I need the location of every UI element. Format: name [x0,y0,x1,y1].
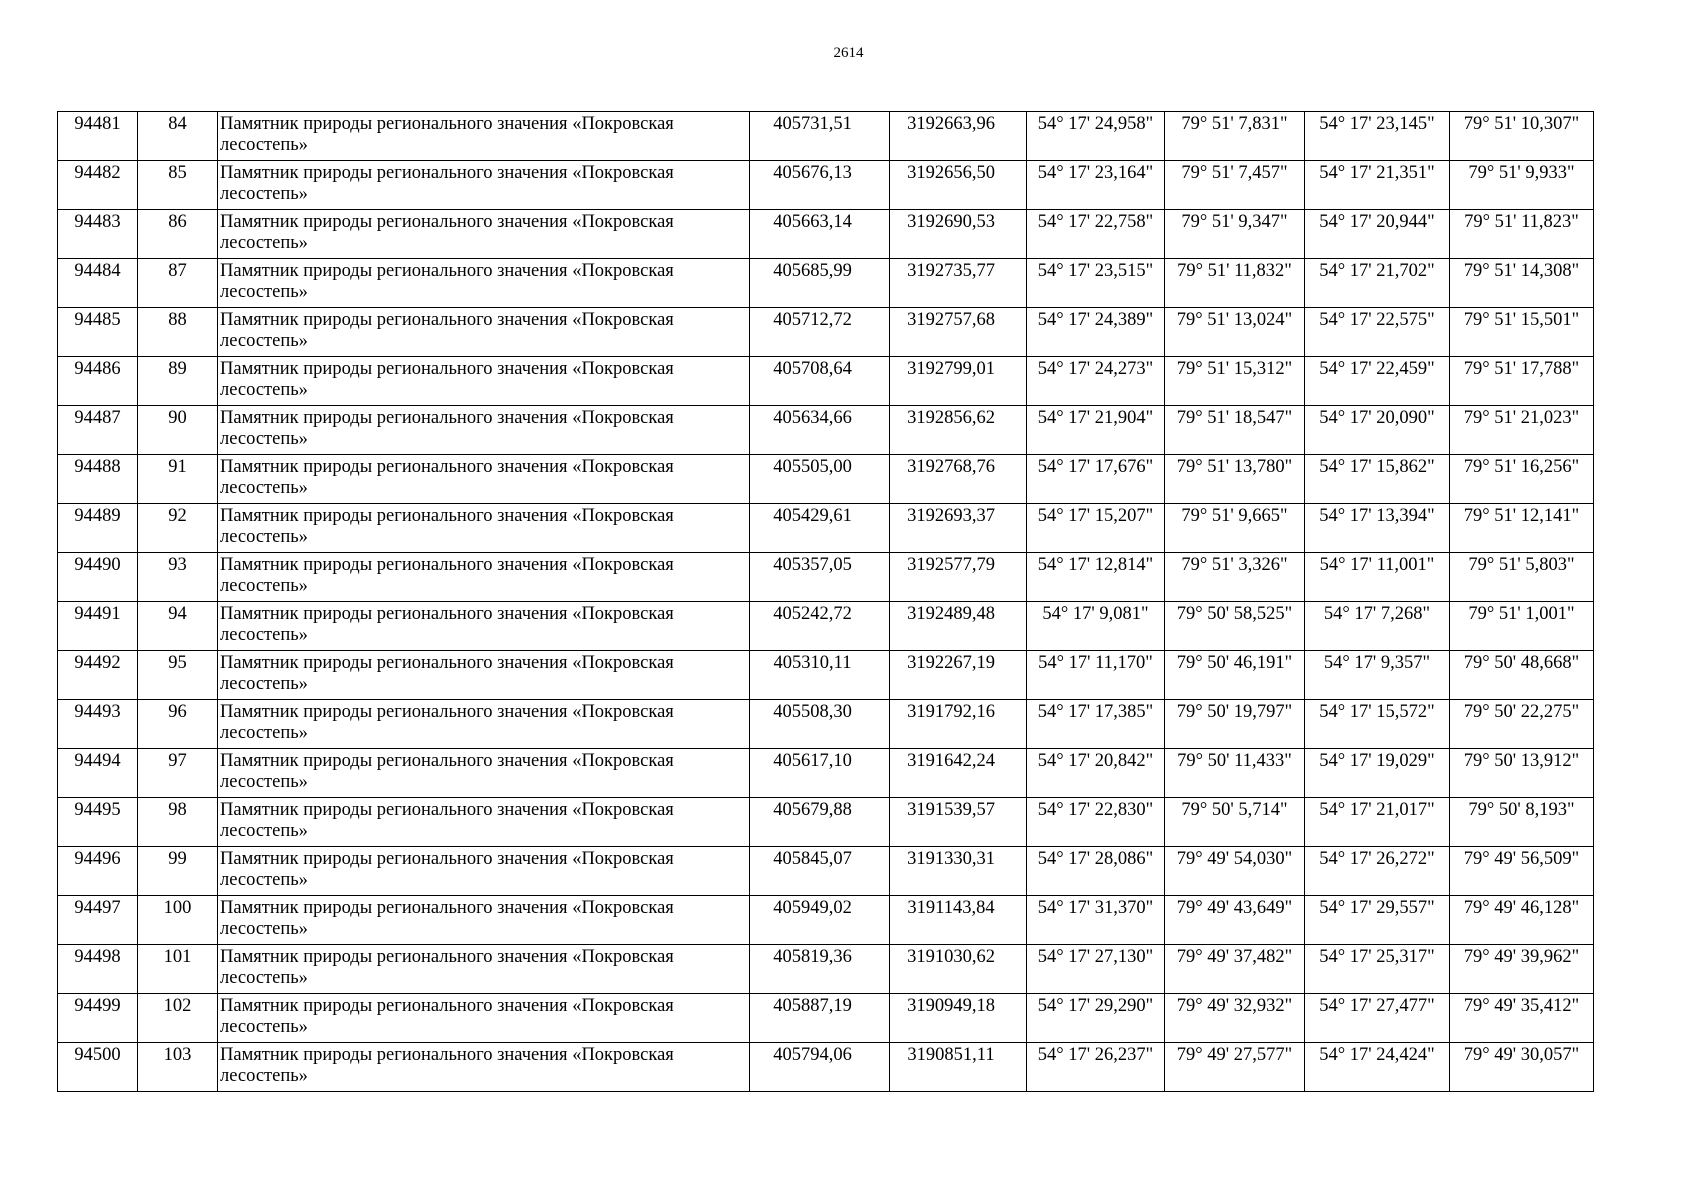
object-name-cell: Памятник природы регионального значения «Покровская лесостепь» [218,700,750,749]
y-coordinate-cell: 3192693,37 [890,504,1027,553]
x-coordinate-cell: 405679,88 [750,798,890,847]
latitude-alt-cell: 54° 17' 21,017" [1305,798,1450,847]
record-id-cell: 94483 [58,210,138,259]
latitude-cell: 54° 17' 21,904" [1027,406,1165,455]
point-number-cell: 102 [138,994,218,1043]
latitude-alt-cell: 54° 17' 29,557" [1305,896,1450,945]
latitude-cell: 54° 17' 17,676" [1027,455,1165,504]
longitude-alt-cell: 79° 51' 12,141" [1450,504,1594,553]
longitude-alt-cell: 79° 50' 48,668" [1450,651,1594,700]
y-coordinate-cell: 3192663,96 [890,112,1027,161]
table-row [58,308,1594,357]
table-row [58,259,1594,308]
x-coordinate-cell: 405357,05 [750,553,890,602]
longitude-alt-cell: 79° 49' 39,962" [1450,945,1594,994]
x-coordinate-cell: 405708,64 [750,357,890,406]
latitude-alt-cell: 54° 17' 9,357" [1305,651,1450,700]
object-name-cell: Памятник природы регионального значения «Покровская лесостепь» [218,749,750,798]
y-coordinate-cell: 3191143,84 [890,896,1027,945]
point-number-cell: 89 [138,357,218,406]
point-number-cell: 101 [138,945,218,994]
point-number-cell: 98 [138,798,218,847]
latitude-cell: 54° 17' 20,842" [1027,749,1165,798]
y-coordinate-cell: 3192856,62 [890,406,1027,455]
point-number-cell: 91 [138,455,218,504]
point-number-cell: 100 [138,896,218,945]
x-coordinate-cell: 405794,06 [750,1043,890,1092]
longitude-cell: 79° 50' 5,714" [1165,798,1305,847]
x-coordinate-cell: 405617,10 [750,749,890,798]
y-coordinate-cell: 3190851,11 [890,1043,1027,1092]
record-id-cell: 94500 [58,1043,138,1092]
x-coordinate-cell: 405429,61 [750,504,890,553]
latitude-cell: 54° 17' 24,958" [1027,112,1165,161]
table-row [58,1043,1594,1092]
latitude-cell: 54° 17' 23,164" [1027,161,1165,210]
record-id-cell: 94496 [58,847,138,896]
point-number-cell: 87 [138,259,218,308]
x-coordinate-cell: 405685,99 [750,259,890,308]
longitude-cell: 79° 51' 18,547" [1165,406,1305,455]
record-id-cell: 94486 [58,357,138,406]
latitude-alt-cell: 54° 17' 21,351" [1305,161,1450,210]
record-id-cell: 94485 [58,308,138,357]
latitude-alt-cell: 54° 17' 15,862" [1305,455,1450,504]
y-coordinate-cell: 3192799,01 [890,357,1027,406]
point-number-cell: 92 [138,504,218,553]
coordinates-table [57,111,1594,1092]
y-coordinate-cell: 3191792,16 [890,700,1027,749]
longitude-alt-cell: 79° 51' 17,788" [1450,357,1594,406]
latitude-alt-cell: 54° 17' 22,459" [1305,357,1450,406]
longitude-cell: 79° 49' 32,932" [1165,994,1305,1043]
x-coordinate-cell: 405676,13 [750,161,890,210]
y-coordinate-cell: 3192768,76 [890,455,1027,504]
point-number-cell: 103 [138,1043,218,1092]
latitude-cell: 54° 17' 26,237" [1027,1043,1165,1092]
latitude-cell: 54° 17' 29,290" [1027,994,1165,1043]
latitude-cell: 54° 17' 31,370" [1027,896,1165,945]
record-id-cell: 94499 [58,994,138,1043]
object-name-cell: Памятник природы регионального значения «Покровская лесостепь» [218,210,750,259]
object-name-cell: Памятник природы регионального значения «Покровская лесостепь» [218,651,750,700]
longitude-cell: 79° 51' 3,326" [1165,553,1305,602]
point-number-cell: 99 [138,847,218,896]
latitude-cell: 54° 17' 12,814" [1027,553,1165,602]
table-row [58,504,1594,553]
record-id-cell: 94482 [58,161,138,210]
longitude-cell: 79° 51' 13,024" [1165,308,1305,357]
longitude-cell: 79° 51' 9,665" [1165,504,1305,553]
object-name-cell: Памятник природы регионального значения «Покровская лесостепь» [218,112,750,161]
longitude-cell: 79° 50' 58,525" [1165,602,1305,651]
record-id-cell: 94497 [58,896,138,945]
latitude-cell: 54° 17' 23,515" [1027,259,1165,308]
latitude-alt-cell: 54° 17' 15,572" [1305,700,1450,749]
record-id-cell: 94498 [58,945,138,994]
longitude-alt-cell: 79° 51' 11,823" [1450,210,1594,259]
point-number-cell: 86 [138,210,218,259]
longitude-alt-cell: 79° 49' 35,412" [1450,994,1594,1043]
longitude-alt-cell: 79° 49' 30,057" [1450,1043,1594,1092]
y-coordinate-cell: 3192267,19 [890,651,1027,700]
y-coordinate-cell: 3192735,77 [890,259,1027,308]
record-id-cell: 94491 [58,602,138,651]
table-row [58,357,1594,406]
record-id-cell: 94484 [58,259,138,308]
object-name-cell: Памятник природы регионального значения «Покровская лесостепь» [218,504,750,553]
record-id-cell: 94487 [58,406,138,455]
point-number-cell: 96 [138,700,218,749]
y-coordinate-cell: 3192656,50 [890,161,1027,210]
record-id-cell: 94490 [58,553,138,602]
point-number-cell: 84 [138,112,218,161]
y-coordinate-cell: 3190949,18 [890,994,1027,1043]
longitude-alt-cell: 79° 50' 22,275" [1450,700,1594,749]
latitude-alt-cell: 54° 17' 25,317" [1305,945,1450,994]
table-row [58,945,1594,994]
latitude-cell: 54° 17' 9,081" [1027,602,1165,651]
latitude-alt-cell: 54° 17' 22,575" [1305,308,1450,357]
record-id-cell: 94493 [58,700,138,749]
longitude-alt-cell: 79° 49' 46,128" [1450,896,1594,945]
point-number-cell: 94 [138,602,218,651]
longitude-alt-cell: 79° 51' 15,501" [1450,308,1594,357]
latitude-cell: 54° 17' 11,170" [1027,651,1165,700]
y-coordinate-cell: 3191330,31 [890,847,1027,896]
record-id-cell: 94494 [58,749,138,798]
object-name-cell: Памятник природы регионального значения «Покровская лесостепь» [218,602,750,651]
longitude-cell: 79° 51' 7,457" [1165,161,1305,210]
x-coordinate-cell: 405731,51 [750,112,890,161]
y-coordinate-cell: 3191030,62 [890,945,1027,994]
latitude-alt-cell: 54° 17' 19,029" [1305,749,1450,798]
x-coordinate-cell: 405949,02 [750,896,890,945]
point-number-cell: 95 [138,651,218,700]
latitude-alt-cell: 54° 17' 20,944" [1305,210,1450,259]
longitude-alt-cell: 79° 51' 10,307" [1450,112,1594,161]
y-coordinate-cell: 3192757,68 [890,308,1027,357]
object-name-cell: Памятник природы регионального значения «Покровская лесостепь» [218,553,750,602]
table-row [58,455,1594,504]
table-row [58,994,1594,1043]
latitude-cell: 54° 17' 17,385" [1027,700,1165,749]
longitude-alt-cell: 79° 50' 13,912" [1450,749,1594,798]
table-row [58,161,1594,210]
longitude-cell: 79° 51' 9,347" [1165,210,1305,259]
latitude-alt-cell: 54° 17' 27,477" [1305,994,1450,1043]
latitude-alt-cell: 54° 17' 11,001" [1305,553,1450,602]
object-name-cell: Памятник природы регионального значения «Покровская лесостепь» [218,161,750,210]
latitude-cell: 54° 17' 24,273" [1027,357,1165,406]
longitude-cell: 79° 49' 37,482" [1165,945,1305,994]
latitude-alt-cell: 54° 17' 7,268" [1305,602,1450,651]
record-id-cell: 94489 [58,504,138,553]
longitude-alt-cell: 79° 51' 9,933" [1450,161,1594,210]
y-coordinate-cell: 3192690,53 [890,210,1027,259]
latitude-cell: 54° 17' 22,830" [1027,798,1165,847]
latitude-alt-cell: 54° 17' 23,145" [1305,112,1450,161]
point-number-cell: 93 [138,553,218,602]
x-coordinate-cell: 405508,30 [750,700,890,749]
x-coordinate-cell: 405310,11 [750,651,890,700]
latitude-alt-cell: 54° 17' 24,424" [1305,1043,1450,1092]
table-row [58,749,1594,798]
longitude-alt-cell: 79° 51' 21,023" [1450,406,1594,455]
table-row [58,553,1594,602]
longitude-cell: 79° 49' 27,577" [1165,1043,1305,1092]
x-coordinate-cell: 405634,66 [750,406,890,455]
longitude-alt-cell: 79° 51' 14,308" [1450,259,1594,308]
y-coordinate-cell: 3191539,57 [890,798,1027,847]
page-number: 2614 [833,45,864,61]
object-name-cell: Памятник природы регионального значения «Покровская лесостепь» [218,357,750,406]
table-row [58,896,1594,945]
object-name-cell: Памятник природы регионального значения «Покровская лесостепь» [218,308,750,357]
latitude-cell: 54° 17' 15,207" [1027,504,1165,553]
point-number-cell: 90 [138,406,218,455]
longitude-cell: 79° 49' 43,649" [1165,896,1305,945]
y-coordinate-cell: 3191642,24 [890,749,1027,798]
table-row [58,112,1594,161]
latitude-alt-cell: 54° 17' 26,272" [1305,847,1450,896]
object-name-cell: Памятник природы регионального значения «Покровская лесостепь» [218,994,750,1043]
x-coordinate-cell: 405887,19 [750,994,890,1043]
object-name-cell: Памятник природы регионального значения «Покровская лесостепь» [218,847,750,896]
table-row [58,406,1594,455]
x-coordinate-cell: 405712,72 [750,308,890,357]
object-name-cell: Памятник природы регионального значения «Покровская лесостепь» [218,896,750,945]
table-row [58,602,1594,651]
record-id-cell: 94481 [58,112,138,161]
longitude-alt-cell: 79° 50' 8,193" [1450,798,1594,847]
point-number-cell: 97 [138,749,218,798]
record-id-cell: 94488 [58,455,138,504]
table-row [58,798,1594,847]
longitude-alt-cell: 79° 49' 56,509" [1450,847,1594,896]
object-name-cell: Памятник природы регионального значения «Покровская лесостепь» [218,455,750,504]
x-coordinate-cell: 405819,36 [750,945,890,994]
longitude-cell: 79° 51' 7,831" [1165,112,1305,161]
longitude-cell: 79° 51' 15,312" [1165,357,1305,406]
table-row [58,847,1594,896]
longitude-cell: 79° 49' 54,030" [1165,847,1305,896]
object-name-cell: Памятник природы регионального значения «Покровская лесостепь» [218,259,750,308]
y-coordinate-cell: 3192577,79 [890,553,1027,602]
x-coordinate-cell: 405845,07 [750,847,890,896]
longitude-cell: 79° 50' 11,433" [1165,749,1305,798]
longitude-alt-cell: 79° 51' 1,001" [1450,602,1594,651]
table-row [58,651,1594,700]
object-name-cell: Памятник природы регионального значения «Покровская лесостепь» [218,406,750,455]
object-name-cell: Памятник природы регионального значения «Покровская лесостепь» [218,1043,750,1092]
latitude-cell: 54° 17' 28,086" [1027,847,1165,896]
point-number-cell: 88 [138,308,218,357]
object-name-cell: Памятник природы регионального значения «Покровская лесостепь» [218,798,750,847]
latitude-alt-cell: 54° 17' 20,090" [1305,406,1450,455]
object-name-cell: Памятник природы регионального значения «Покровская лесостепь» [218,945,750,994]
table-row [58,700,1594,749]
table-body [58,112,1594,1092]
record-id-cell: 94495 [58,798,138,847]
record-id-cell: 94492 [58,651,138,700]
longitude-alt-cell: 79° 51' 16,256" [1450,455,1594,504]
latitude-alt-cell: 54° 17' 13,394" [1305,504,1450,553]
x-coordinate-cell: 405663,14 [750,210,890,259]
x-coordinate-cell: 405242,72 [750,602,890,651]
point-number-cell: 85 [138,161,218,210]
y-coordinate-cell: 3192489,48 [890,602,1027,651]
longitude-alt-cell: 79° 51' 5,803" [1450,553,1594,602]
latitude-cell: 54° 17' 22,758" [1027,210,1165,259]
longitude-cell: 79° 50' 19,797" [1165,700,1305,749]
longitude-cell: 79° 51' 11,832" [1165,259,1305,308]
table-row [58,210,1594,259]
longitude-cell: 79° 50' 46,191" [1165,651,1305,700]
latitude-alt-cell: 54° 17' 21,702" [1305,259,1450,308]
longitude-cell: 79° 51' 13,780" [1165,455,1305,504]
x-coordinate-cell: 405505,00 [750,455,890,504]
latitude-cell: 54° 17' 27,130" [1027,945,1165,994]
latitude-cell: 54° 17' 24,389" [1027,308,1165,357]
